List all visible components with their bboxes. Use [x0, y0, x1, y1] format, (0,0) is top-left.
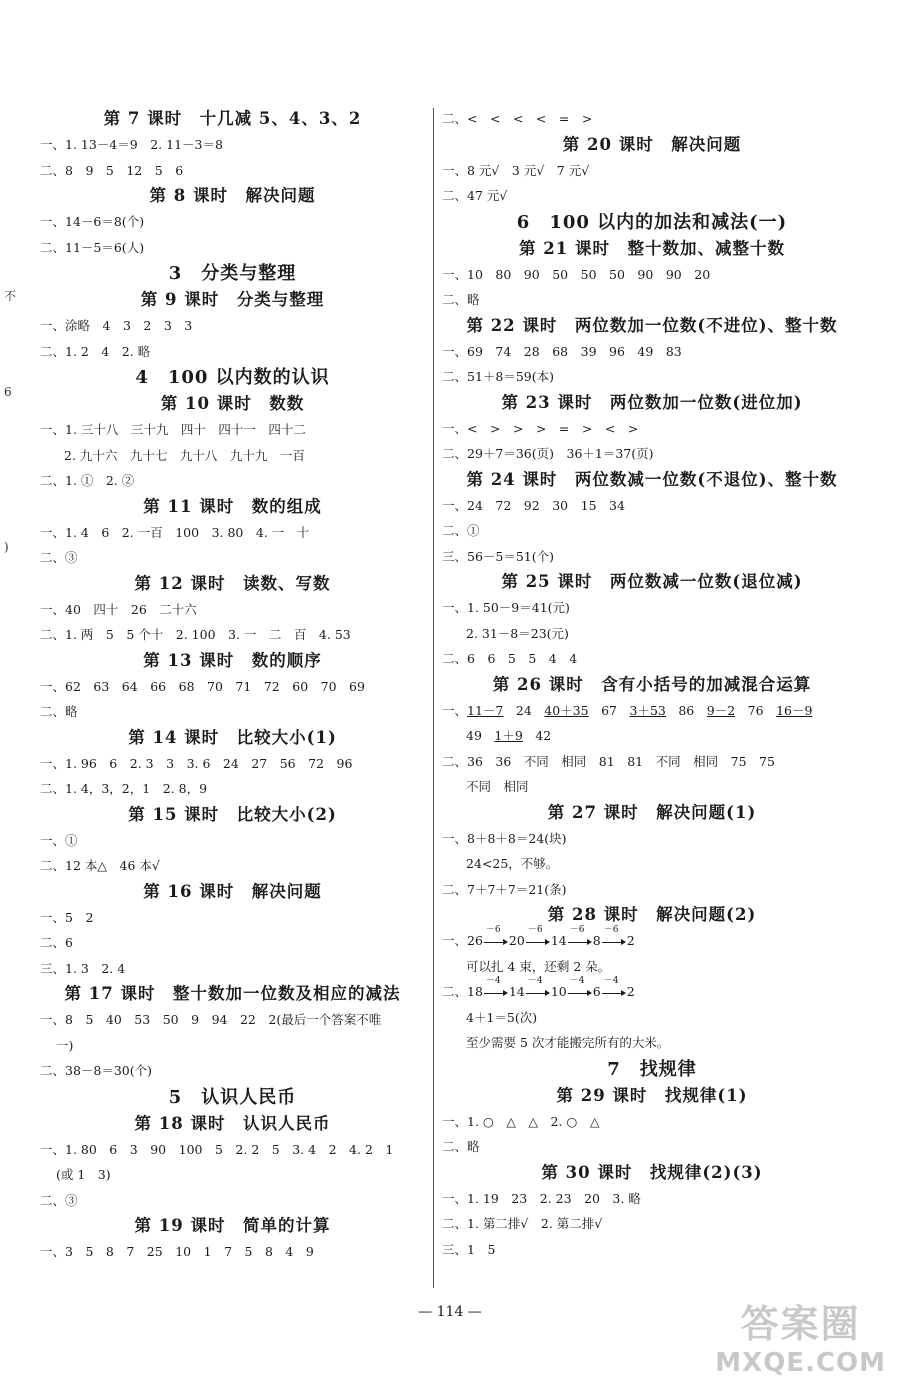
answer-line: 一、1. ○ △ △ 2. ○ △ [442, 1113, 600, 1129]
lesson-heading: 第 7 课时 十几减 5、4、3、2 [103, 109, 362, 128]
answer-line: 二、略 [442, 292, 480, 307]
arrow-right-icon [526, 975, 550, 998]
lesson-heading: 第 24 课时 两位数减一位数(不退位)、整十数 [466, 469, 838, 489]
arrow-right-icon [484, 924, 508, 947]
answer-line: 二、1. 第二排√ 2. 第二排√ [442, 1216, 603, 1231]
column-divider [433, 108, 434, 1288]
lesson-heading: 第 30 课时 找规律(2)(3) [541, 1162, 763, 1182]
chain-number: 18 [467, 984, 483, 999]
answer-line: 二、1. 2 4 2. 略 [40, 343, 151, 359]
chain-number: 2 [626, 984, 635, 999]
arrow-label: －6 [603, 924, 619, 935]
unit-heading: 3 分类与整理 [168, 263, 297, 284]
answer-line: 一、1. 19 23 2. 23 20 3. 略 [442, 1190, 641, 1206]
arrow-label: －6 [527, 924, 543, 935]
answer-line: 一、8 元√ 3 元√ 7 元√ [442, 162, 590, 178]
answer-line: 二、1. 两 5 5 个十 2. 100 3. 一 二 百 4. 53 [40, 627, 351, 642]
chain-number: 2 [626, 933, 635, 948]
answer-line: 一、40 四十 26 二十六 [40, 601, 197, 617]
answer-line: 三、1 5 [442, 1241, 496, 1257]
answer-line: 二、29＋7＝36(页) 36＋1＝37(页) [442, 446, 654, 461]
answer-line: 二、略 [442, 1139, 480, 1154]
answer-line: 二、36 36 不同 相同 81 81 不同 相同 75 75 [442, 753, 775, 769]
answer-prefix: 一、 [442, 933, 468, 948]
answer-line: 二、51＋8＝59(本) [442, 369, 555, 384]
right-column [442, 106, 862, 1262]
lesson-heading: 第 17 课时 整十数加一位数及相应的减法 [64, 984, 401, 1003]
answer-line: 一、8＋8＋8＝24(块) [442, 830, 567, 846]
arrow-right-icon [484, 975, 508, 998]
answer-text: 76 [735, 702, 777, 718]
answer-line: 二、③ [40, 550, 78, 565]
answer-line: 二、6 6 5 5 4 4 [442, 651, 578, 666]
arrow-right-icon [568, 975, 592, 998]
lesson-heading: 第 13 课时 数的顺序 [143, 650, 322, 670]
answer-line: 二、47 元√ [442, 188, 508, 203]
answer-line: 二、11－5＝6(人) [40, 239, 145, 255]
answer-line: 一、涂略 4 3 2 3 3 [40, 318, 193, 333]
answer-line: 一、62 63 64 66 68 70 71 72 60 70 69 [40, 678, 365, 694]
lesson-heading: 第 26 课时 含有小括号的加减混合运算 [492, 674, 812, 694]
answer-text: 一、 [442, 702, 468, 718]
answer-line: 一、1. 4 6 2. 一百 100 3. 80 4. 一 十 [40, 524, 310, 540]
chain-number: 26 [467, 933, 483, 948]
answer-line: 一、1. 50－9＝41(元) [442, 600, 570, 615]
answer-line: 2. 九十六 九十七 九十八 九十九 一百 [64, 447, 305, 463]
lesson-heading: 第 9 课时 分类与整理 [140, 290, 325, 309]
page-number: — 114 — [418, 1304, 482, 1320]
lesson-heading: 第 29 课时 找规律(1) [556, 1085, 748, 1105]
arrow-right-icon [568, 924, 592, 947]
answer-line: 一、1. 80 6 3 90 100 5 2. 2 5 3. 4 2 4. 2 1 [40, 1141, 394, 1157]
answer-line [442, 698, 862, 724]
answer-line: 不同 相同 [466, 779, 529, 794]
answer-line: 二、③ [40, 1192, 78, 1208]
subtraction-chain [442, 924, 862, 954]
lesson-heading: 第 23 课时 两位数加一位数(进位加) [501, 392, 803, 412]
margin-fragment: ) [4, 540, 9, 554]
answer-line: 二、12 本△ 46 本√ [40, 858, 160, 873]
answer-line: 一) [56, 1037, 74, 1053]
answer-line: 二、1. 4，3，2，1 2. 8，9 [40, 781, 208, 796]
lesson-heading: 第 21 课时 整十数加、减整十数 [519, 238, 785, 258]
lesson-heading: 第 10 课时 数数 [160, 394, 305, 413]
answer-prefix: 二、 [442, 984, 468, 999]
answer-line: 一、8 5 40 53 50 9 94 22 2(最后一个答案不唯 [40, 1012, 382, 1027]
arrow-label: －4 [527, 975, 543, 986]
arrow-label: －6 [485, 924, 501, 935]
answer-line: 二、8 9 5 12 5 6 [40, 162, 184, 178]
answer-line: 二、1. ① 2. ② [40, 473, 135, 488]
lesson-heading: 第 16 课时 解决问题 [143, 881, 322, 901]
unit-heading: 5 认识人民币 [168, 1086, 297, 1108]
answer-text: 86 [665, 702, 707, 718]
answer-line: 二、7＋7＋7＝21(条) [442, 881, 567, 897]
answer-line: 二、6 [40, 935, 73, 950]
answer-line: 二、38－8＝30(个) [40, 1063, 153, 1078]
underlined-expression: 40＋35 [544, 702, 589, 718]
lesson-heading: 第 25 课时 两位数减一位数(退位减) [501, 572, 803, 591]
unit-heading: 6 100 以内的加法和减法(一) [516, 211, 788, 233]
answer-line: 可以扎 4 束，还剩 2 朵。 [466, 958, 611, 974]
answer-line: (或 1 3) [56, 1167, 111, 1182]
margin-fragment: 6 [4, 385, 12, 399]
underlined-expression: 1＋9 [494, 728, 523, 743]
chain-number: 14 [508, 984, 525, 999]
answer-line: 24<25，不够。 [466, 856, 559, 871]
answer-line: 三、56－5＝51(个) [442, 548, 555, 564]
arrow-right-icon [602, 975, 626, 998]
chain-number: 20 [508, 933, 525, 948]
answer-line: 一、1. 三十八 三十九 四十 四十一 四十二 [40, 422, 306, 437]
chain-number: 14 [550, 933, 567, 948]
answer-line: 2. 31－8＝23(元) [466, 625, 569, 641]
arrow-label: －6 [569, 924, 585, 935]
answer-text: 24 [503, 702, 545, 718]
underlined-expression: 9－2 [706, 702, 736, 718]
chain-number: 6 [592, 984, 601, 999]
lesson-heading: 第 18 课时 认识人民币 [134, 1113, 331, 1133]
lesson-heading: 第 11 课时 数的组成 [143, 496, 322, 516]
answer-line: 一、< > > > = > < > [442, 420, 639, 436]
watermark-url: MXQE.COM [715, 1348, 886, 1378]
lesson-heading: 第 28 课时 解决问题(2) [547, 905, 757, 924]
lesson-heading: 第 27 课时 解决问题(1) [547, 802, 757, 822]
answer-line: 二、① [442, 523, 480, 538]
answer-line: 一、10 80 90 50 50 50 90 90 20 [442, 266, 711, 282]
lesson-heading: 第 19 课时 简单的计算 [134, 1216, 331, 1235]
answer-line: 至少需要 5 次才能搬完所有的大米。 [466, 1035, 670, 1050]
answer-text: 67 [588, 702, 630, 718]
lesson-heading: 第 14 课时 比较大小(1) [128, 727, 337, 747]
lesson-heading: 第 15 课时 比较大小(2) [128, 804, 337, 824]
arrow-label: －4 [603, 975, 619, 986]
margin-fragment: 不 [4, 289, 17, 303]
answer-line: 一、14－6＝8(个) [40, 214, 145, 229]
chain-number: 10 [550, 984, 567, 999]
watermark [715, 1293, 886, 1378]
arrow-right-icon [602, 924, 626, 947]
underlined-expression: 11－7 [467, 702, 504, 718]
answer-line: 一、24 72 92 30 15 34 [442, 497, 625, 513]
underlined-expression: 3＋53 [629, 702, 666, 718]
answer-line: 二、略 [40, 704, 78, 719]
subtraction-chain [442, 975, 862, 1005]
answer-line: 一、1. 13－4＝9 2. 11－3＝8 [40, 137, 223, 152]
chain-number: 8 [592, 933, 601, 948]
answer-line: 三、1. 3 2. 4 [40, 960, 126, 976]
answer-line: 一、69 74 28 68 39 96 49 83 [442, 343, 682, 359]
underlined-expression: 16－9 [776, 702, 813, 718]
arrow-right-icon [526, 924, 550, 947]
answer-line: 一、3 5 8 7 25 10 1 7 5 8 4 9 [40, 1244, 314, 1259]
watermark-logo: 答案圈 [740, 1302, 861, 1346]
arrow-label: －4 [485, 975, 501, 986]
lesson-heading: 第 22 课时 两位数加一位数(不进位)、整十数 [466, 315, 838, 335]
lesson-heading: 第 12 课时 读数、写数 [134, 573, 331, 593]
answer-line: 4＋1＝5(次) [466, 1009, 538, 1025]
unit-heading: 7 找规律 [607, 1058, 697, 1080]
left-column [40, 106, 425, 1265]
answer-text: 42 [522, 728, 552, 743]
lesson-heading: 第 8 课时 解决问题 [149, 186, 316, 205]
answer-line: 一、① [40, 832, 78, 848]
answer-line: 一、5 2 [40, 909, 94, 925]
answer-line: 二、< < < < = > [442, 111, 593, 126]
answer-line [442, 723, 862, 749]
lesson-heading: 第 20 课时 解决问题 [562, 134, 742, 154]
unit-heading: 4 100 以内数的认识 [135, 367, 330, 388]
answer-text: 49 [466, 728, 495, 743]
answer-line: 一、1. 96 6 2. 3 3 3. 6 24 27 56 72 96 [40, 755, 353, 771]
arrow-label: －4 [569, 975, 585, 986]
